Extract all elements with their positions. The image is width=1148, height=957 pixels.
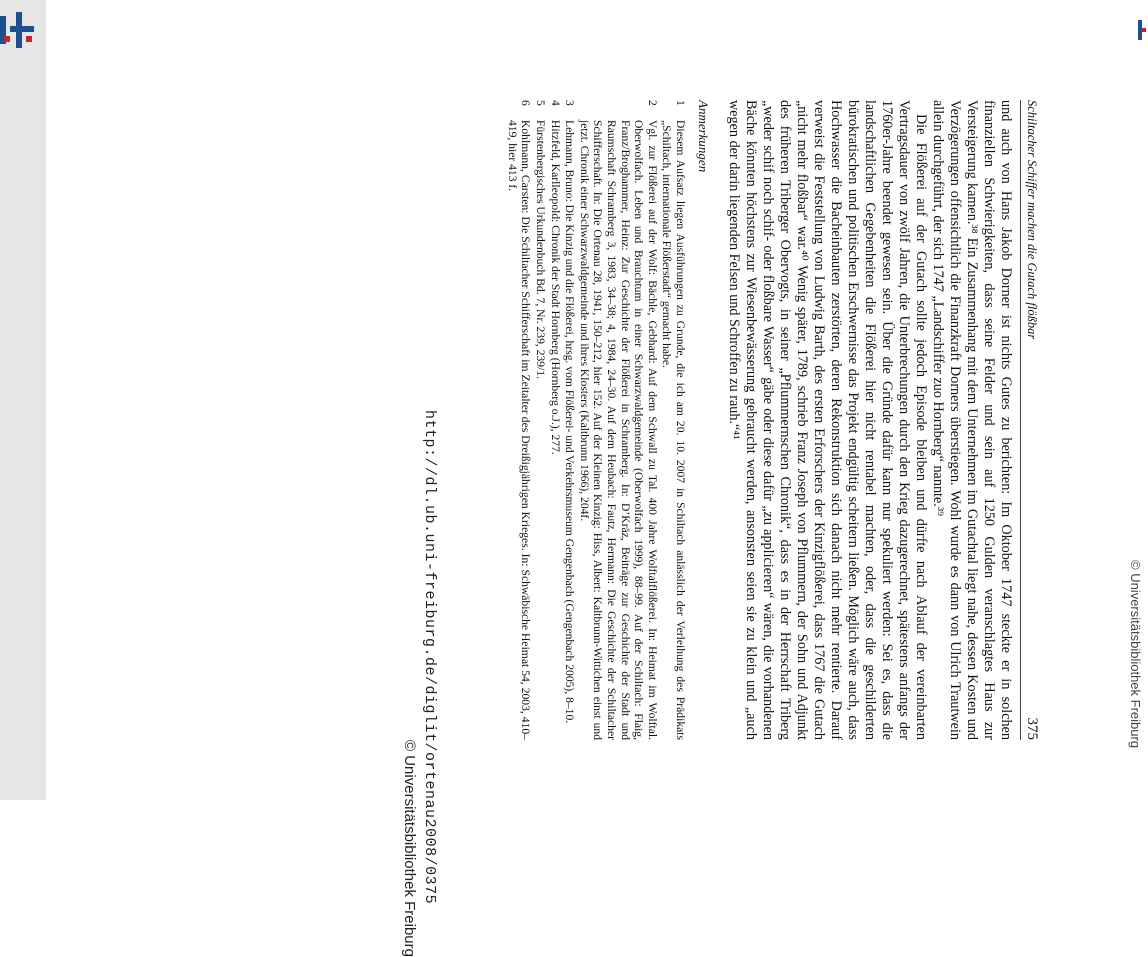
- note-text: Hitzfeld, Karlleopold: Chronik der Stadt Hornberg (Hornberg o.J.), 277.: [548, 120, 562, 455]
- source-url-link[interactable]: http://dl.ub.uni-freiburg.de/diglit/ortenau2008/0375: [421, 410, 438, 905]
- page-header: [1020, 100, 1040, 740]
- note-text: Kohlmann, Carsten: Die Schiltacher Schifferschaft im Zeitalter des Dreißigjährigen Krieges. In: Schwäbische Heimat 54, 2003, 410–419, hier 413 f.: [505, 120, 533, 740]
- note-item: [660, 100, 687, 740]
- body-text: [725, 100, 1014, 740]
- note-text: Vgl. zur Flößerei auf der Wolf: Bächle, Gebhard: Auf dem Schwall zu Tal. 400 Jahre Wolftalflößerei. In: Heimat im Wolftal. Oberwolfach. Leben und Brauchtum in einer Schwarzwaldgemeinde (Oberwolfach 1999), 88–99. Auf der Schiltach: Flaig, Franz/Broghammer, Heinz: Zur Geschichte der Flößerei in Schramberg. In: D’Kräz, Beiträge zur Geschichte der Stadt und Raumschaft Schramberg 3, 1983, 34–38; 4, 1984, 24–30. Auf dem Heubach: Fautz, Hermann: Die Geschichte der Schiltacher Schifferschaft. In: Die Ortenau 28, 1941, 150–212, hier 152. Auf der Kleinen Kinzig: Hiss, Albert: Kaltbrunn-Wittichen einst und jetzt. Chronik einer Schwarzwaldgemeinde und ihres Klosters (Kaltbrunn 1966), 204f.: [577, 120, 659, 740]
- left-sidebar: [0, 0, 46, 800]
- note-text: Lehmann, Bruno: Die Kinzig und die Flößerei, hrsg. vom Flößerei- und Verkehrsmuseum Gengenbach (Gengenbach 2005), 8–10.: [563, 120, 577, 724]
- note-item: [577, 100, 659, 740]
- document-page: [504, 100, 1040, 740]
- note-number: 2: [645, 100, 659, 106]
- note-number: 5: [534, 100, 548, 106]
- paragraph-1: und auch von Hans Jakob Dorner ist nichts Gutes zu berichten: Im Oktober 1747 steckte er in solchen finanziellen Schwierigkeiten, dass seine Felder und sein auf 1250 Gulden veranschlagtes Haus zur Versteigerung kamen.³⁸ Ein Zusammenhang mit dem Unternehmen im Gutachtal liegt nahe, dessen Kosten und Verzögerungen offensichtlich die Finanzkraft Dorners überstiegen. Wohl wurde es dann von Ulrich Trautwein allein durchgeführt, der sich 1747 „Landschiffer zuo Hornberg“ nannte.³⁹: [930, 100, 1014, 740]
- paragraph-2: Die Flößerei auf der Gutach sollte jedoch Episode bleiben und dürfte nach Ablauf der vereinbarten Vertragsdauer von zwölf Jahren, die Unterbrechungen durch den Krieg dazugerechnet, spätestens anfangs der 1760er-Jahre beendet gewesen sein. Über die Gründe dafür kann nur spekuliert werden: Sei es, dass die landschaftlichen Gegebenheiten die Flößerei hier nicht rentabel machten, oder, dass die geschilderten bürokratischen und politischen Erschwernisse das Projekt endgültig scheitern ließen. Möglich wäre auch, dass Hochwasser die Bacheinbauten zerstörten, deren Rekonstruktion sich danach nicht mehr rentierte. Darauf verweist die Feststellung von Ludwig Barth, des ersten Erforschers der Kinzigflößerei, dass 1767 die Gutach „nicht mehr floßbar“ war.⁴⁰ Wenig später, 1789, schrieb Franz Joseph von Pflummern, der Sohn und Adjunkt des früheren Triberger Obervogts, in seiner „Pflummernschen Chronik“, dass es in der Herrschaft Triberg „weder schif noch schif- oder floßbare Wasser“ gäbe oder diese dafür „zu applicieren“ wären, die vorhandenen Bäche könnten höchstens zur Wiesenbewässerung gebraucht werden, ansonsten seien sie zu klein und „auch wegen der darin liegenden Felsen und Schroffen zu rauh.“⁴¹: [726, 100, 929, 740]
- note-item: [533, 100, 547, 740]
- note-number: 6: [519, 100, 533, 106]
- library-logo-fragment-icon: [1136, 20, 1146, 40]
- note-number: 1: [674, 100, 687, 106]
- running-head: Schiltacher Schiffer machen die Gutach flößbar: [1025, 100, 1039, 340]
- note-item: [505, 100, 532, 740]
- note-text: Fürstenbergisches Urkundenbuch Bd. 7, Nr. 239, 239/1.: [534, 120, 548, 380]
- copyright-notice-right: © Universitätsbibliothek Freiburg: [1128, 560, 1143, 749]
- notes-list: [505, 100, 687, 740]
- note-text: Diesem Aufsatz liegen Ausführungen zu Grunde, die ich am 20. 10. 2007 in Schiltach anlässlich der Verleihung des Prädikats „Schiltach, internationale Flößerstadt“ gemacht habe.: [660, 120, 687, 740]
- note-item: [548, 100, 562, 740]
- page-number: 375: [1024, 717, 1040, 740]
- note-number: 3: [563, 100, 577, 106]
- library-logo-icon: [0, 12, 40, 52]
- notes-heading: Anmerkungen: [696, 100, 711, 173]
- note-number: 4: [548, 100, 562, 106]
- copyright-notice: © Universitätsbibliothek Freiburg: [401, 740, 418, 957]
- note-item: [563, 100, 577, 740]
